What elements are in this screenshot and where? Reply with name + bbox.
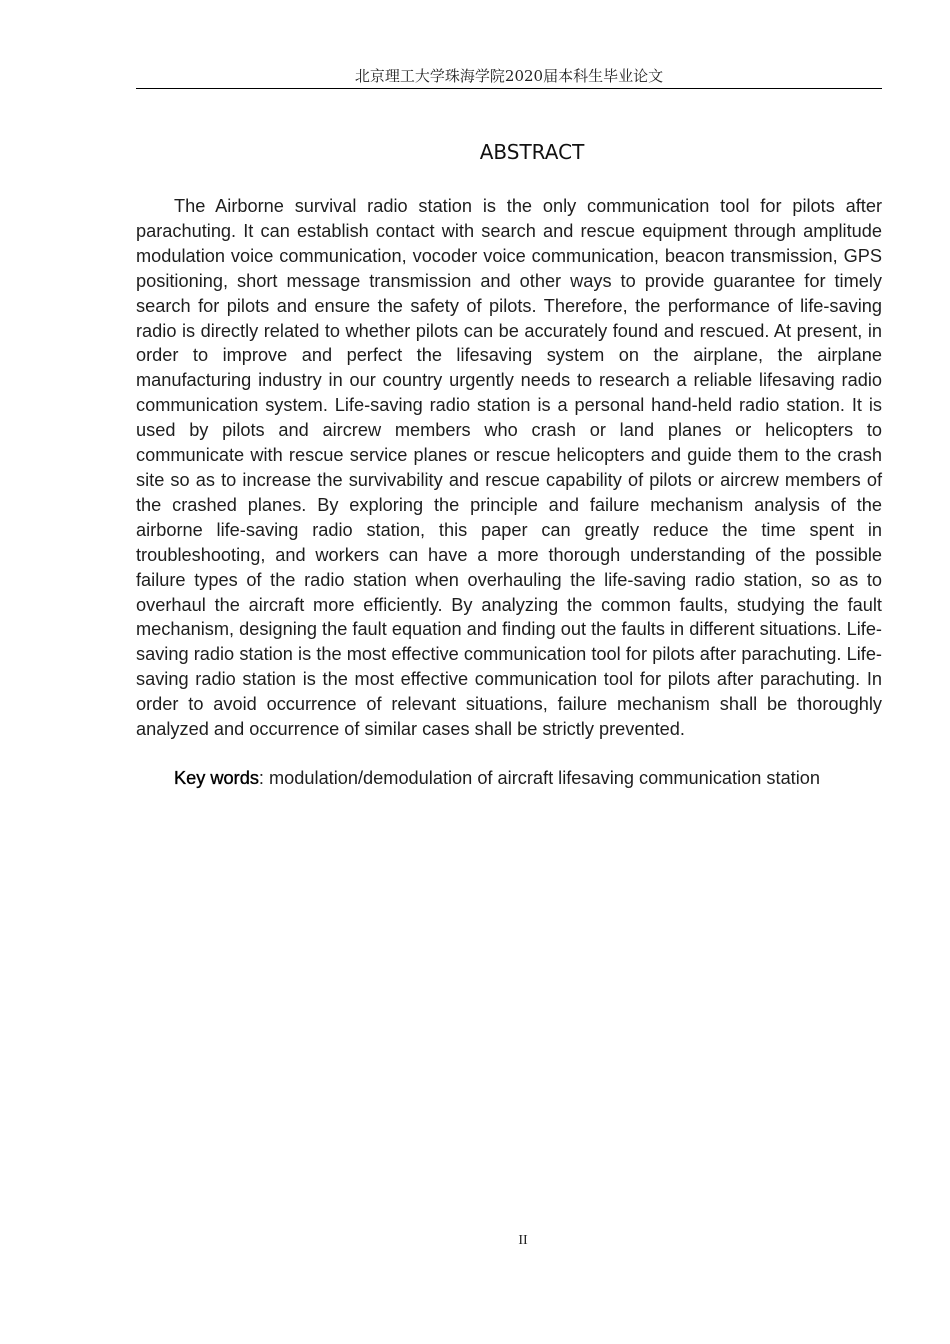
abstract-body: The Airborne survival radio station is the only communication tool for pilots after parachuting. It can establish contact with search and rescue equipment through amplitude modulation voice communication, vocoder voice communication, beacon transmission, GPS positioning, short message transmission and other ways to provide guarantee for timely search for pilots and ensure the safety of pilots. Therefore, the performance of life-saving radio is directly related to whether pilots can be accurately found and rescued. At present, in order to improve and perfect the lifesaving system on the airplane, the airplane manufacturing industry in our country urgently needs to research a reliable lifesaving radio communication system. Life-saving radio station is a personal hand-held radio station. It is used by pilots and aircrew members who crash or land planes or helicopters to communicate with rescue service planes or rescue helicopters and guide them to the crash site so as to increase the survivability and rescue capability of pilots or aircrew members of the crashed planes. By exploring the principle and failure mechanism analysis of the airborne life-saving radio station, this paper can greatly reduce the time spent in troubleshooting, and workers can have a more thorough understanding of the possible failure types of the radio station when overhauling the life-saving radio station, so as to overhaul the aircraft more efficiently. By analyzing the common faults, studying the fault mechanism, designing the fault equation and finding out the faults in different situations. Life-saving radio station is the most effective communication tool for pilots after parachuting. Life-saving radio station is the most effective communication tool for pilots after parachuting. In order to avoid occurrence of relevant situations, failure mechanism shall be thoroughly analyzed and occurrence of similar cases shall be strictly prevented. — [136, 196, 882, 740]
keywords-line — [136, 766, 882, 791]
keywords-separator: : — [258, 768, 270, 788]
running-header: 北京理工大学珠海学院2020届本科生毕业论文 — [354, 67, 664, 85]
keywords-label: Key words — [174, 768, 259, 788]
header-rule — [136, 88, 882, 89]
abstract-title: ABSTRACT — [479, 140, 585, 164]
page-number: II — [518, 1233, 528, 1248]
keywords-value: modulation/demodulation of aircraft lifesaving communication station — [269, 768, 821, 788]
